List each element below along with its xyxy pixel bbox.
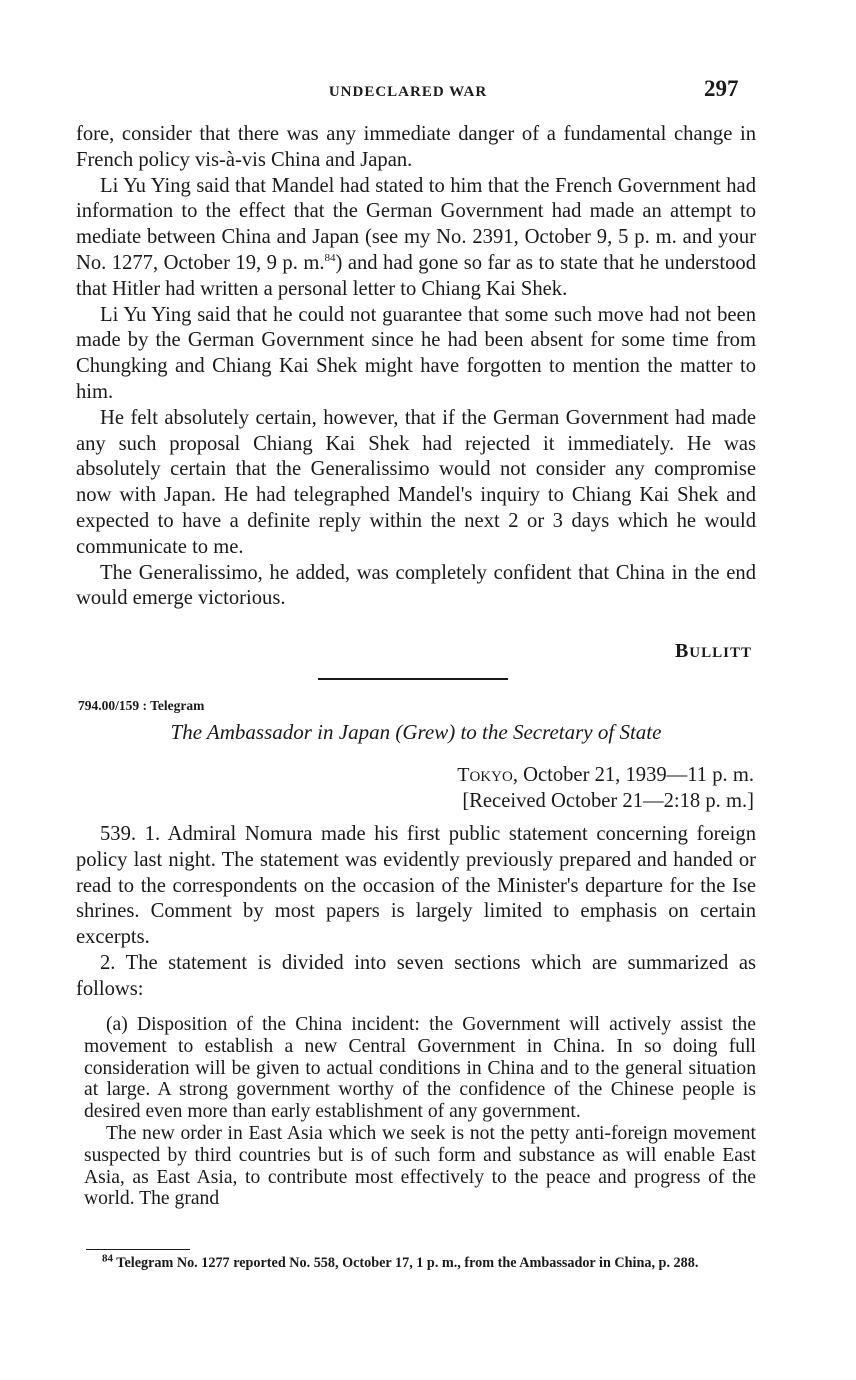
- paragraph: He felt absolutely certain, however, that if the German Government had made any such proposal Chiang Kai Shek had rejected it immediately. He was absolutely certain that the Generalissimo would not consider any compromise now with Japan. He had telegraphed Mandel's inquiry to Chiang Kai Shek and expected to have a definite reply within the next 2 or 3 days which he would communicate to me.: [76, 406, 756, 558]
- footnote-rule: [86, 1249, 190, 1250]
- footnote-text: Telegram No. 1277 reported No. 558, October 17, 1 p. m., from the Ambassador in China, p. 288.: [113, 1255, 699, 1271]
- telegram-body-grew: [76, 822, 756, 1003]
- signature-initial: B: [674, 640, 690, 662]
- signature-bullitt: [560, 640, 752, 663]
- file-reference: 794.00/159 : Telegram: [78, 698, 205, 713]
- received-line: [Received October 21—2:18 p. m.]: [462, 790, 754, 812]
- signature-rest: ULLITT: [689, 645, 752, 661]
- paragraph: The Generalissimo, he added, was completely confident that China in the end would emerge victorious.: [76, 561, 756, 610]
- dateline: [300, 764, 754, 787]
- paragraph: 539. 1. Admiral Nomura made his first public statement concerning foreign policy last night. The statement was evidently previously prepared and handed or read to the correspondents on the occasion of the Minister's departure for the Ise shrines. Comment by most papers is largely limited to emphasis on certain excerpts.: [76, 823, 756, 949]
- paragraph: (a) Disposition of the China incident: the Government will actively assist the movement to establish a new Central Government in China. In so doing full consideration will be given to actual conditions in China and to the general situation at large. A strong government worthy of the confidence of the Chinese people is desired even more than early establishment of any government.: [84, 1014, 756, 1123]
- paragraph: Li Yu Ying said that he could not guarantee that some such move had not been made by the German Government since he had been absent for some time from Chungking and Chiang Kai Shek might have forgotten to mention the matter to him.: [76, 303, 756, 403]
- paragraph: [76, 174, 756, 303]
- footnote-paragraph: [86, 1254, 756, 1272]
- paragraph: The new order in East Asia which we seek is not the petty anti-foreign movement suspected by third countries but is of such form and substance as will enable East Asia, as East Asia, to contribute most effectively to the peace and progress of the world. The grand: [84, 1122, 756, 1210]
- paragraph-text: Li Yu Ying said that Mandel had stated to him that the French Government had information to the effect that the German Government had made an attempt to mediate between China and Japan (see my No. 2391, October 9, 5 p. m. and your No. 1277, October 19, 9 p. m.: [76, 174, 756, 274]
- dateline-date: , October 21, 1939—11 p. m.: [512, 764, 754, 786]
- telegram-body-bullitt: [76, 122, 756, 612]
- running-head: UNDECLARED WAR: [328, 84, 488, 100]
- section-divider: [318, 678, 508, 680]
- dateline-place-rest: OKYO: [469, 769, 513, 785]
- paragraph-text: ) and had gone so far as to state that he understood that Hitler had written a personal letter to Chiang Kai Shek.: [76, 251, 757, 300]
- footnote: [86, 1254, 756, 1272]
- paragraph: 2. The statement is divided into seven sections which are summarized as follows:: [76, 951, 756, 1000]
- dateline-place-initial: T: [457, 764, 470, 786]
- footnote-reference: 84: [324, 252, 336, 265]
- page-number: 297: [704, 76, 739, 101]
- document-title: The Ambassador in Japan (Grew) to the Secretary of State: [170, 720, 662, 744]
- telegram-summary: [84, 1014, 756, 1210]
- footnote-mark: 84: [102, 1252, 113, 1265]
- paragraph: fore, consider that there was any immediate danger of a fundamental change in French policy vis-à-vis China and Japan.: [76, 123, 756, 171]
